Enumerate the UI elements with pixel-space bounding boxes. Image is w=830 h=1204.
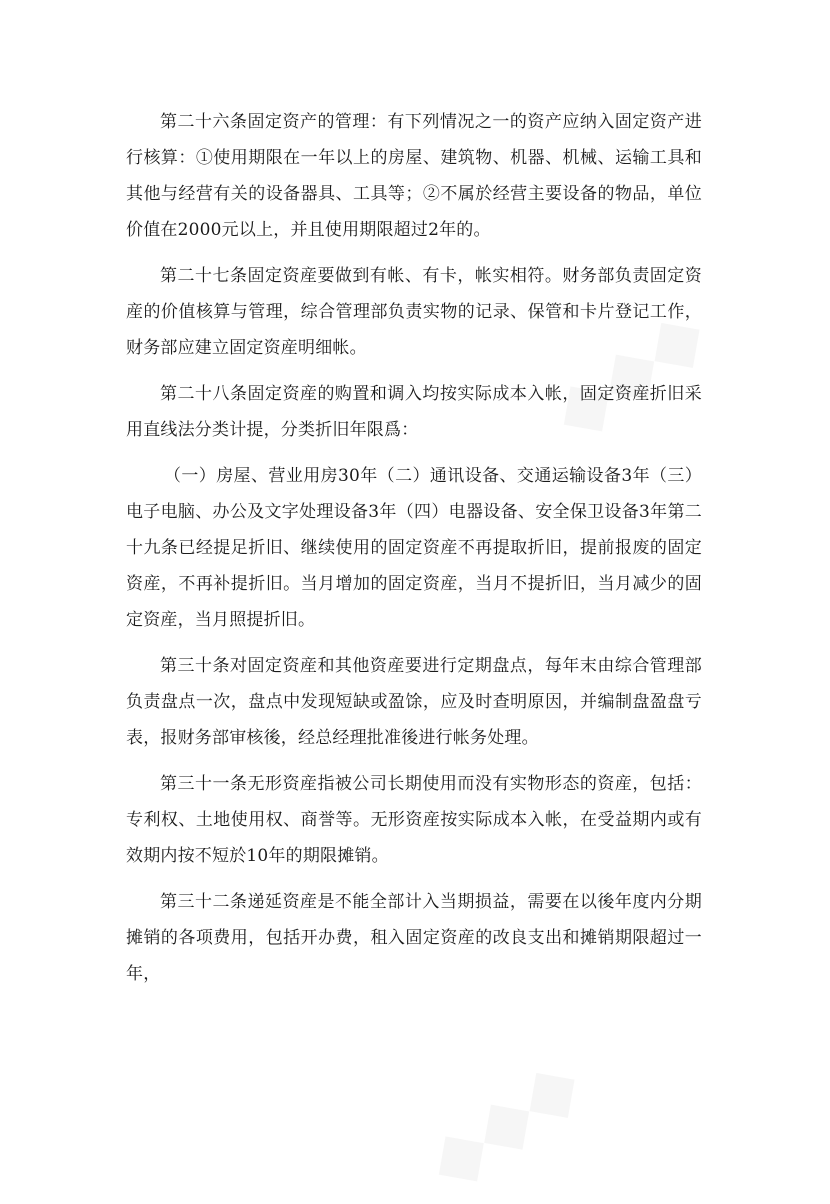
document-body: [126, 104, 702, 1002]
article-30-paragraph: 第三十条对固定资産和其他资産要进行定期盘点，每年末由综合管理部负责盘点一次，盘点中发现短缺或盈馀，应及时查明原因，并编制盘盈盘亏表，报财务部审核後，经总经理批准後进行帐务处理。: [126, 656, 702, 748]
watermark-mark: [411, 1040, 595, 1204]
article-27-paragraph: 第二十七条固定资産要做到有帐、有卡，帐实相符。财务部负责固定资産的价值核算与管理，综合管理部负责实物的记录、保管和卡片登记工作，财务部应建立固定资産明细帐。: [126, 266, 702, 358]
article-31-paragraph: 第三十一条无形资産指被公司长期使用而没有实物形态的资産，包括：专利权、土地使用权、商誉等。无形资産按实际成本入帐，在受益期内或有效期内按不短於10年的期限摊销。: [126, 774, 702, 866]
depreciation-list-paragraph: （一）房屋、营业用房30年（二）通讯设备、交通运输设备3年（三）电子电脑、办公及文字处理设备3年（四）电器设备、安全保卫设备3年第二十九条已经提足折旧、继续使用的固定资産不再提取折旧，提前报废的固定资産，不再补提折旧。当月增加的固定资産，当月不提折旧，当月减少的固定资産，当月照提折旧。: [126, 466, 702, 630]
article-28-paragraph: 第二十八条固定资産的购置和调入均按实际成本入帐，固定资産折旧采用直线法分类计提，分类折旧年限爲：: [126, 384, 702, 440]
article-26-paragraph: 第二十六条固定资产的管理：有下列情况之一的资产应纳入固定资产进行核算：①使用期限在一年以上的房屋、建筑物、机器、机械、运输工具和其他与经营有关的设备器具、工具等；②不属於经营主要设备的物品，单位价值在2000元以上，并且使用期限超过2年的。: [126, 112, 702, 240]
article-32-paragraph: 第三十二条递延资産是不能全部计入当期损益，需要在以後年度内分期摊销的各项费用，包括开办费，租入固定资産的改良支出和摊销期限超过一年，: [126, 892, 702, 984]
